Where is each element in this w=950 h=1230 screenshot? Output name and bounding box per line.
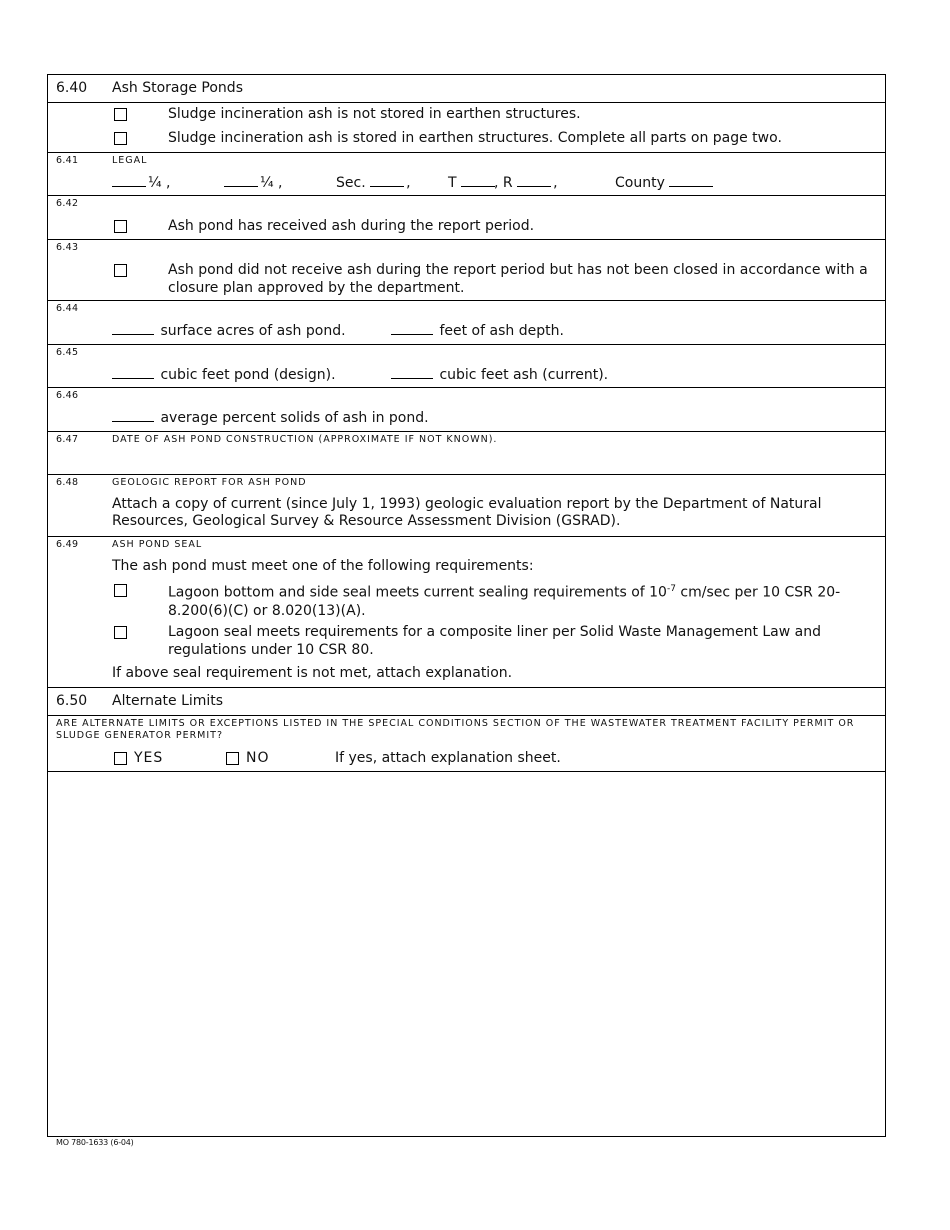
alternate-limits-question: ARE ALTERNATE LIMITS OR EXCEPTIONS LISTED IN THE SPECIAL CONDITIONS SECTION OF THE WASTEWATER TREATMENT FACILITY PERMIT OR SLUDGE GENERATOR PERMIT? [56,718,855,741]
not-received-ash-label: Ash pond did not receive ash during the report period but has not been closed in accordance with a closure plan approved by the department. [168,262,868,296]
section-650-question [48,716,885,772]
yes-checkbox[interactable] [114,752,127,765]
percent-solids-label: average percent solids of ash in pond. [160,410,429,426]
pond-design-label: cubic feet pond (design). [160,367,336,383]
section-label: LEGAL [112,155,148,166]
section-641-legal [48,153,885,196]
range-field[interactable]: , R , [494,175,558,191]
ash-pond-seal-label: ASH POND SEAL [112,539,203,550]
surface-acres-label: surface acres of ash pond. [160,323,346,339]
section-field[interactable]: Sec. , [336,175,411,191]
section-648 [48,475,885,537]
section-number: 6.50 [56,693,88,709]
ash-current-label: cubic feet ash (current). [439,367,609,383]
section-649 [48,537,885,688]
section-644 [48,301,885,345]
section-number: 6.42 [56,198,79,209]
stored-checkbox[interactable] [114,132,127,145]
section-640-options [48,103,885,153]
no-label: NO [246,750,270,766]
range-label: , R [494,175,513,191]
geologic-report-text: Attach a copy of current (since July 1, 1993) geologic evaluation report by the Department of Natural Resources, Geological Survey & Resource Assessment Division (GSRAD). [112,496,822,529]
section-number: 6.44 [56,303,79,314]
explanation-note: If yes, attach explanation sheet. [335,750,561,766]
percent-solids-field[interactable] [112,410,429,426]
section-643 [48,240,885,301]
seal-exponent: -7 [666,584,676,594]
surface-acres-field[interactable] [112,323,346,339]
construction-date-label: DATE OF ASH POND CONSTRUCTION (APPROXIMATE IF NOT KNOWN). [112,434,498,445]
stored-label: Sludge incineration ash is stored in earthen structures. Complete all parts on page two. [168,130,782,146]
composite-liner-label: Lagoon seal meets requirements for a composite liner per Solid Waste Management Law and regulations under 10 CSR 80. [168,624,822,658]
sec-label: Sec. [336,175,366,191]
quarter-field-1[interactable] [112,175,170,191]
section-number: 6.40 [56,80,88,96]
pond-design-field[interactable] [112,367,336,383]
seal-requirement-checkbox[interactable] [114,584,127,597]
not-stored-checkbox[interactable] [114,108,127,121]
blank-area [48,772,885,1132]
seal-requirement-text: Lagoon bottom and side seal meets current sealing requirements of 10 [168,584,667,601]
seal-requirement-text-cont: cm/sec per 10 CSR 20-8.200(6)(C) or 8.020(13)(A). [168,584,841,619]
received-ash-checkbox[interactable] [114,220,127,233]
ash-depth-label: feet of ash depth. [439,323,564,339]
composite-liner-checkbox[interactable] [114,626,127,639]
quarter-field-2[interactable] [224,175,282,191]
section-number: 6.45 [56,347,79,358]
seal-note: If above seal requirement is not met, attach explanation. [112,665,513,681]
section-title: Alternate Limits [112,693,224,709]
section-646 [48,388,885,432]
seal-intro: The ash pond must meet one of the following requirements: [112,558,534,574]
section-title: Ash Storage Ponds [112,80,243,96]
county-label: County [615,175,665,191]
section-number: 6.47 [56,434,79,445]
quarter-label: ¼ , [148,175,171,191]
geologic-report-label: GEOLOGIC REPORT FOR ASH POND [112,477,307,488]
township-field[interactable] [448,175,497,191]
section-645 [48,345,885,388]
ash-depth-field[interactable] [391,323,564,339]
section-number: 6.49 [56,539,79,550]
quarter-label: ¼ , [260,175,283,191]
township-label: T [448,175,457,191]
not-received-ash-checkbox[interactable] [114,264,127,277]
section-650-header [48,688,885,716]
section-640-header [48,75,885,103]
ash-storage-form [47,74,886,1137]
section-number: 6.46 [56,390,79,401]
section-647 [48,432,885,475]
seal-requirement-label [168,580,868,620]
county-field[interactable] [615,175,715,191]
no-checkbox[interactable] [226,752,239,765]
ash-current-field[interactable] [391,367,608,383]
not-stored-label: Sludge incineration ash is not stored in earthen structures. [168,106,581,122]
section-number: 6.43 [56,242,79,253]
section-642 [48,196,885,240]
construction-date-input[interactable] [112,448,877,472]
section-number: 6.48 [56,477,79,488]
section-number: 6.41 [56,155,79,166]
yes-label: YES [134,750,164,766]
received-ash-label: Ash pond has received ash during the report period. [168,218,535,234]
form-number: MO 780-1633 (6-04) [56,1138,134,1147]
